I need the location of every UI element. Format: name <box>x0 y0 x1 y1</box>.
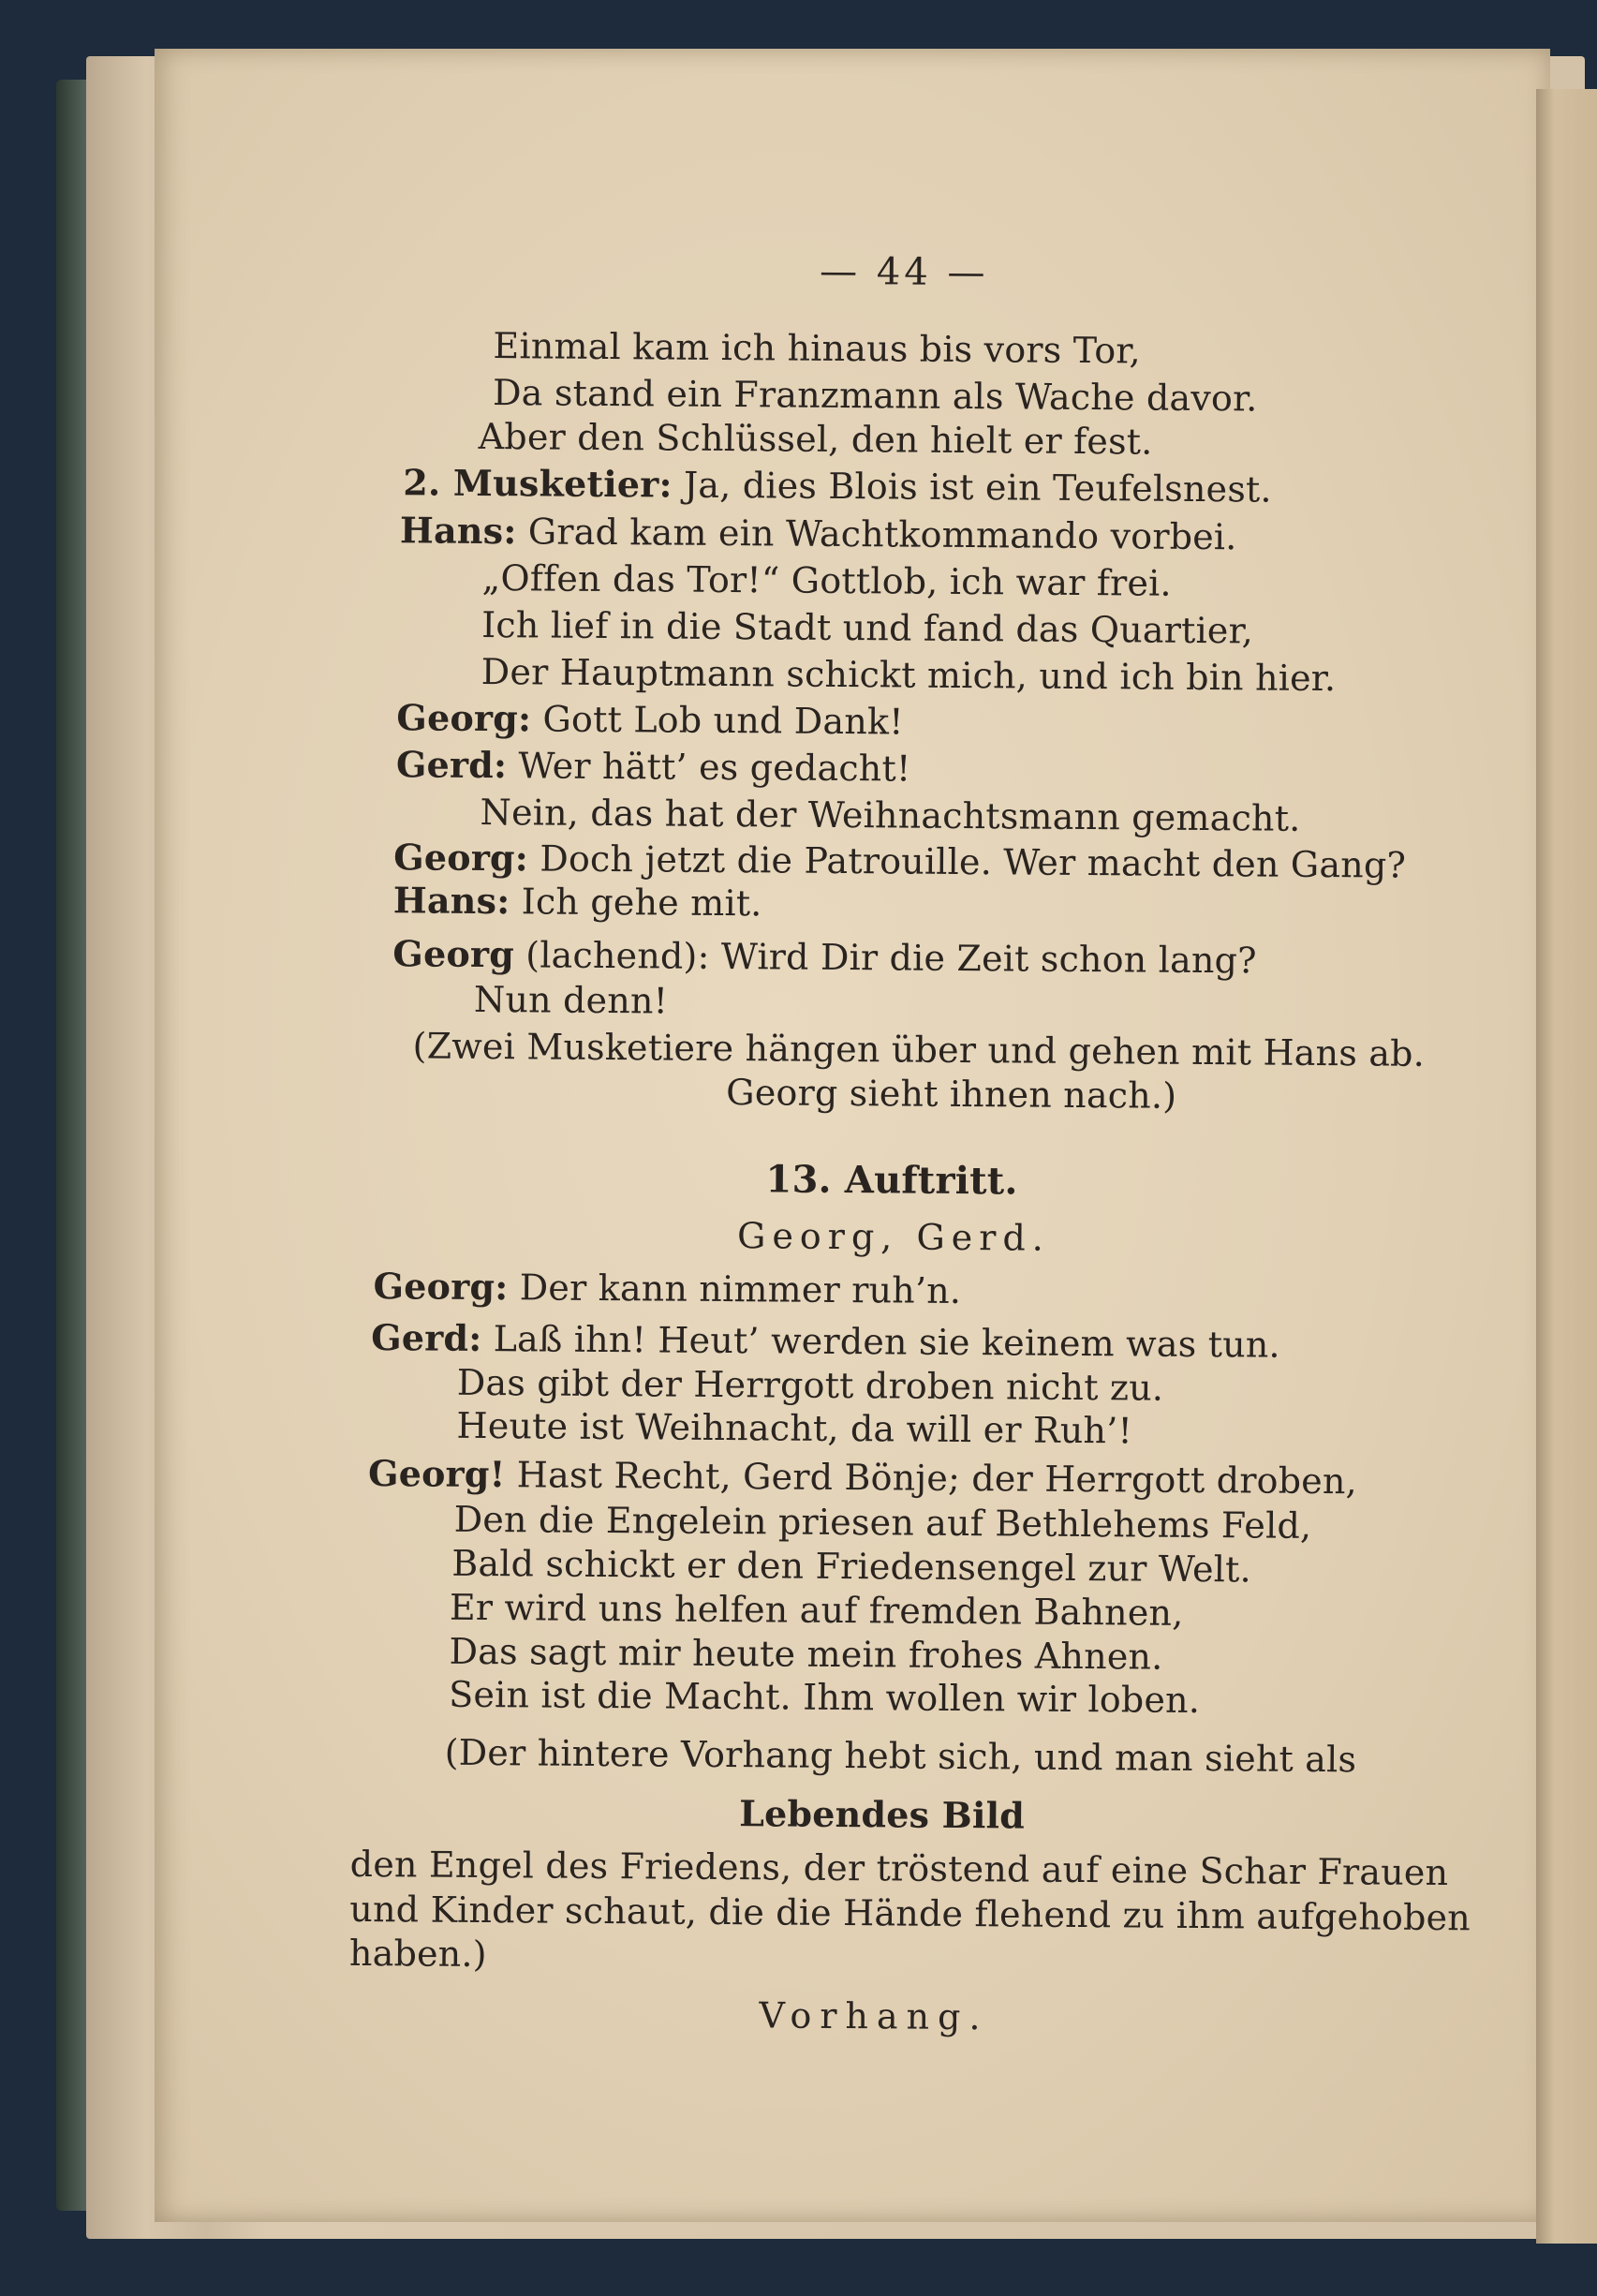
verse-line: Heute ist Weihnacht, da will er Ruh’! <box>456 1404 1133 1452</box>
stage-direction: und Kinder schaut, die die Hände flehend zu ihm aufgehoben <box>349 1888 1471 1939</box>
dialogue-text: Der kann nimmer ruh’n. <box>519 1267 962 1311</box>
verse-line: „Offen das Tor!“ Gottlob, ich war frei. <box>481 556 1172 604</box>
stage-direction: (Der hintere Vorhang hebt sich, und man sieht als <box>444 1731 1357 1781</box>
verse-line: Der Hauptmann schickt mich, und ich bin hier. <box>481 650 1337 700</box>
dialogue-line <box>392 933 1257 981</box>
dialogue-text: Doch jetzt die Patrouille. Wer macht den Gang? <box>540 837 1407 886</box>
stage-direction: haben.) <box>348 1932 487 1976</box>
verse-line: Einmal kam ich hinaus bis vors Tor, <box>493 325 1142 372</box>
stage-direction: (Zwei Musketiere hängen über und gehen mit Hans ab. <box>412 1025 1426 1074</box>
verse-line: Aber den Schlüssel, den hielt er fest. <box>478 415 1153 463</box>
verse-line: Den die Engelein priesen auf Bethlehems Feld, <box>453 1498 1312 1547</box>
dialogue-text: (lachend): Wird Dir die Zeit schon lang? <box>525 934 1257 982</box>
scene-cast: Georg, Gerd. <box>736 1215 1051 1259</box>
dialogue-text: Hast Recht, Gerd Bönje; der Herrgott droben, <box>516 1454 1358 1503</box>
dialogue-text: Wer hätt’ es gedacht! <box>518 745 911 790</box>
stage-direction: den Engel des Friedens, der tröstend auf eine Schar Frauen <box>349 1843 1449 1894</box>
speaker-name: 2. Musketier: <box>403 461 673 506</box>
verse-line: Das sagt mir heute mein frohes Ahnen. <box>449 1630 1163 1678</box>
speaker-name: Georg! <box>367 1452 506 1496</box>
verse-line: Nun denn! <box>473 978 669 1022</box>
dialogue-line <box>373 1266 961 1311</box>
page-number: — 44 — <box>819 249 989 295</box>
dialogue-line <box>396 744 911 789</box>
speaker-name: Gerd: <box>371 1316 482 1359</box>
curtain-line: Vorhang. <box>759 1994 989 2038</box>
dialogue-line <box>400 510 1237 557</box>
dialogue-line <box>393 880 762 924</box>
verse-line: Bald schickt er den Friedensengel zur Welt. <box>451 1542 1252 1591</box>
dialogue-line <box>403 462 1272 510</box>
speaker-name: Georg: <box>373 1265 509 1309</box>
dialogue-line <box>393 837 1406 885</box>
tableau-heading: Lebendes Bild <box>739 1792 1026 1837</box>
verse-line: Sein ist die Macht. Ihm wollen wir loben. <box>449 1673 1201 1722</box>
verse-line: Da stand ein Franzmann als Wache davor. <box>492 372 1258 420</box>
dialogue-text: Ich gehe mit. <box>521 881 762 925</box>
dialogue-line <box>396 697 904 742</box>
speaker-name: Hans: <box>392 879 510 923</box>
scene-heading: 13. Auftritt. <box>765 1157 1018 1204</box>
dialogue-text: Gott Lob und Dank! <box>542 698 904 743</box>
dialogue-line <box>368 1453 1357 1502</box>
verse-line: Er wird uns helfen auf fremden Bahnen, <box>449 1586 1184 1634</box>
dialogue-text: Ja, dies Blois ist ein Teufelsnest. <box>683 464 1272 511</box>
verse-line: Das gibt der Herrgott droben nicht zu. <box>456 1361 1164 1409</box>
dialogue-text: Laß ihn! Heut’ werden sie keinem was tun. <box>493 1318 1280 1366</box>
dialogue-text: Grad kam ein Wachtkommando vorbei. <box>527 511 1237 558</box>
verse-line: Nein, das hat der Weihnachtsmann gemacht. <box>480 791 1301 839</box>
speaker-name: Hans: <box>399 509 517 553</box>
stage-direction: Georg sieht ihnen nach.) <box>726 1072 1177 1117</box>
verse-line: Ich lief in die Stadt und fand das Quartier, <box>481 603 1254 652</box>
speaker-name: Georg <box>392 932 515 976</box>
speaker-name: Gerd: <box>395 743 508 787</box>
dialogue-line <box>371 1317 1280 1366</box>
speaker-name: Georg: <box>396 696 532 740</box>
speaker-name: Georg: <box>393 836 529 880</box>
